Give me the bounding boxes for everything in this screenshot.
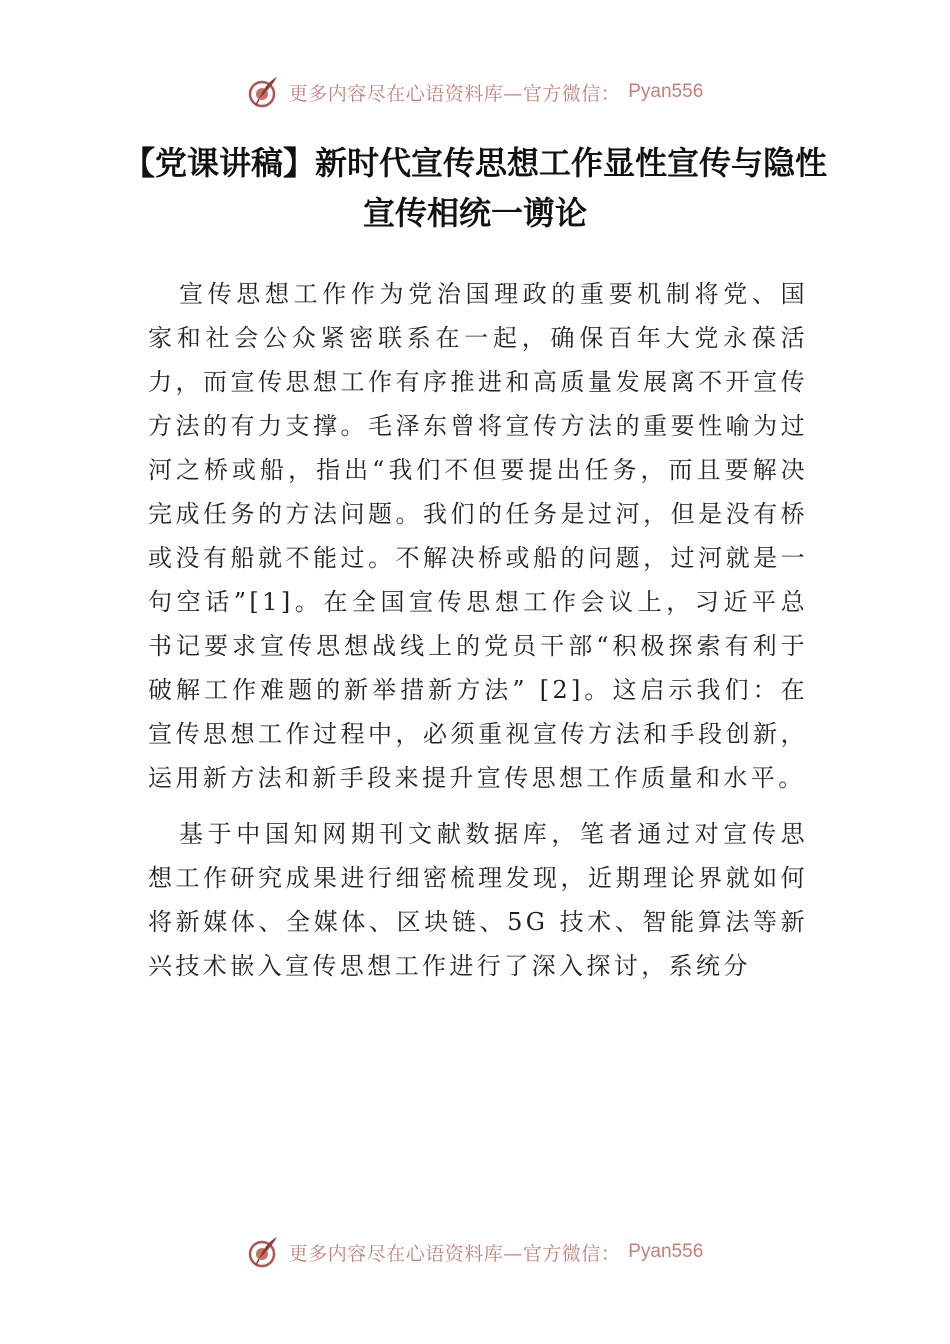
banner-text: 更多内容尽在心语资料库—官方微信： xyxy=(288,82,621,105)
document-title: 【党课讲稿】新时代宣传思想工作显性宣传与隐性宣传相统一谫论 xyxy=(122,144,827,232)
wechat-id: Pyan556 xyxy=(628,1241,704,1262)
paragraph: 基于中国知网期刊文献数据库，笔者通过对宣传思想工作研究成果进行细密梳理发现，近期理论界就如何将新媒体、全媒体、区块链、5G 技术、智能算法等新兴技术嵌入宣传思想工作进行了深入探讨，系统分 xyxy=(148,820,808,980)
header-banner xyxy=(0,72,950,112)
paragraph: 宣传思想工作作为党治国理政的重要机制将党、国家和社会公众紧密联系在一起，确保百年大党永葆活力，而宣传思想工作有序推进和高质量发展离不开宣传方法的有力支撑。毛泽东曾将宣传方法的重要性喻为过河之桥或船，指出“我们不但要提出任务，而且要解决完成任务的方法问题。我们的任务是过河，但是没有桥或没有船就不能过。不解决桥或船的问题，过河就是一句空话”[1]。在全国宣传思想工作会议上，习近平总书记要求宣传思想战线上的党员干部“积极探索有利于破解工作难题的新举措新方法” [2]。这启示我们：在宣传思想工作过程中，必须重视宣传方法和手段创新，运用新方法和新手段来提升宣传思想工作质量和水平。 xyxy=(148,280,808,792)
footer-banner xyxy=(0,1232,950,1272)
wechat-id: Pyan556 xyxy=(628,81,704,102)
document-body xyxy=(148,272,808,1000)
quill-logo-icon xyxy=(247,1235,281,1269)
banner-text: 更多内容尽在心语资料库—官方微信： xyxy=(288,1242,621,1265)
quill-logo-icon xyxy=(247,75,281,109)
